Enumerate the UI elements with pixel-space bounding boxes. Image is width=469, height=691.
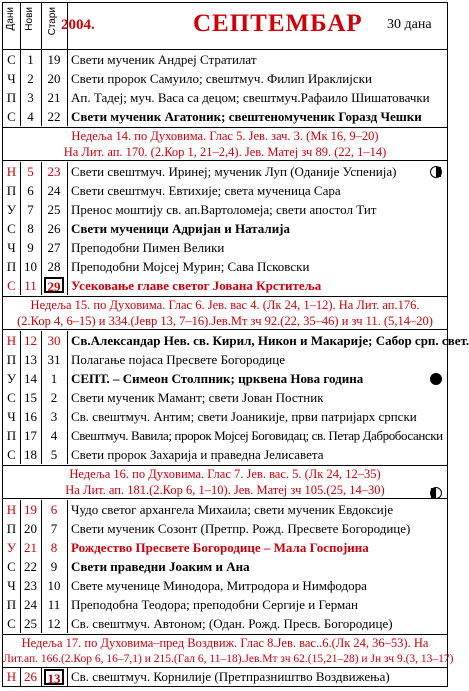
new-date: 13 xyxy=(20,350,42,369)
year-label: 2004. xyxy=(61,17,95,33)
day-row xyxy=(3,181,447,200)
header-label-old: Стари xyxy=(47,7,58,36)
feast-text: Свете мученице Минодора, Митродора и Нимфодора xyxy=(71,578,367,593)
new-date: 25 xyxy=(20,614,42,633)
header-label-new: Нови xyxy=(24,7,35,31)
weekday: С xyxy=(3,107,21,126)
old-date: 7 xyxy=(41,519,68,538)
weekday: П xyxy=(3,426,21,445)
boxed-date: 29 xyxy=(44,277,64,293)
feast-text: Пренос моштију св. ап.Вартоломеја; свети апостол Тит xyxy=(71,202,377,217)
old-date: 31 xyxy=(41,350,68,369)
feast-text: Преподобни Мојсеј Мурин; Сава Псковски xyxy=(71,259,310,274)
old-date: 24 xyxy=(41,181,68,200)
old-date: 3 xyxy=(41,407,68,426)
day-row xyxy=(3,238,447,257)
readings-line: Недеља 16. по Духовима. Глас 7. Јев. вас. 5. (Лк 24, 12–35) xyxy=(69,467,381,481)
last-quarter-moon-icon xyxy=(430,487,442,499)
old-date: 26 xyxy=(41,219,68,238)
new-date: 7 xyxy=(20,200,42,219)
day-row xyxy=(3,557,447,576)
day-row xyxy=(3,369,447,388)
new-date: 24 xyxy=(20,595,42,614)
old-date: 2 xyxy=(41,388,68,407)
day-row xyxy=(3,200,447,219)
day-row xyxy=(3,162,447,181)
feast-text: Чудо светог архангела Михаила; свети мученик Евдоксије xyxy=(71,502,394,517)
weekday: П xyxy=(3,88,21,107)
new-date: 10 xyxy=(20,257,42,276)
new-date: 23 xyxy=(20,576,42,595)
old-date: 21 xyxy=(41,88,68,107)
new-date: 19 xyxy=(20,500,42,519)
feast-text: Св. свештмуч. Автоном; (Одан. Рожд. Пресв. Богородице) xyxy=(71,616,393,631)
readings-line: Недеља 17. по Духовима–пред Воздвиж. Глас 8.Јев. вас..6.(Лк 24, 36–53). На xyxy=(21,636,429,650)
readings-line: Недеља 14. по Духовима. Глас 5. Јев. зач. 3. (Мк 16, 9–20) xyxy=(71,129,379,143)
day-row xyxy=(3,50,447,69)
old-date: 5 xyxy=(41,445,68,464)
month-title: СЕПТЕМБАР xyxy=(193,10,363,37)
old-date: 19 xyxy=(41,50,68,69)
readings-line: Лит.ап. 166.(2.Кор 6, 16–7,1) и 215.(Гал 6, 11–18).Јев.Мт зч 62.(15,21–28) и Јн зч 9.(3, 13–17) xyxy=(3,653,454,665)
day-row xyxy=(3,595,447,614)
readings-line: (2.Кор 4, 6–15) и 334.(Јевр 13, 7–16).Јев.Мт зч 92.(22, 35–46) и зч 11. (5,14–20) xyxy=(17,314,433,328)
calendar-page xyxy=(2,2,469,687)
feast-text: Рождество Пресвете Богородице – Мала Госпојина xyxy=(71,540,369,555)
weekday: Ч xyxy=(3,576,21,595)
weekday: С xyxy=(3,276,21,295)
new-date: 6 xyxy=(20,181,42,200)
new-date: 8 xyxy=(20,219,42,238)
feast-text: Полагање појаса Пресвете Богородице xyxy=(71,352,285,367)
weekday: П xyxy=(3,181,21,200)
feast-text: Свети мученик Созонт (Претпр. Рожд. Пресвете Богородице) xyxy=(71,521,411,536)
new-date: 1 xyxy=(20,50,42,69)
day-row xyxy=(3,69,447,88)
feast-text: Свети мученик Андреј Стратилат xyxy=(71,52,257,67)
old-date xyxy=(41,668,68,687)
feast-text: Свети пророк Захарија и праведна Јелисавета xyxy=(71,447,324,462)
weekday: Ч xyxy=(3,238,21,257)
new-date: 18 xyxy=(20,445,42,464)
feast-text: Ап. Тадеј; муч. Васа са децом; свештмуч.Рафаило Шишатовачки xyxy=(71,90,430,105)
weekday: П xyxy=(3,350,21,369)
old-date: 20 xyxy=(41,69,68,88)
boxed-date: 13 xyxy=(44,669,64,685)
feast-text: Преподобни Пимен Велики xyxy=(71,240,225,255)
feast-text: СЕПТ. – Симеон Столпник; црквена Нова година xyxy=(71,371,364,386)
weekday: С xyxy=(3,445,21,464)
old-date: 9 xyxy=(41,557,68,576)
new-date: 17 xyxy=(20,426,42,445)
new-date: 9 xyxy=(20,238,42,257)
weekday: С xyxy=(3,557,21,576)
weekday: С xyxy=(3,219,21,238)
new-date: 15 xyxy=(20,388,42,407)
weekday: Ч xyxy=(3,407,21,426)
day-row xyxy=(3,350,447,369)
weekday: С xyxy=(3,388,21,407)
weekday: С xyxy=(3,50,21,69)
feast-text: Св. свештмуч. Корнилије (Претпразништво Воздвижења) xyxy=(71,669,390,684)
first-quarter-moon-icon xyxy=(430,166,442,178)
header-col-new xyxy=(20,3,42,49)
sunday-readings-note xyxy=(3,465,447,499)
day-row xyxy=(3,88,447,107)
day-row xyxy=(3,219,447,238)
old-date: 30 xyxy=(41,331,68,350)
feast-text: Свештмуч. Вавила; пророк Мојсеј Боговидац; св. Петар Дабробосански xyxy=(71,428,443,443)
days-count: 30 дана xyxy=(387,17,432,32)
new-date: 16 xyxy=(20,407,42,426)
feast-text: Свети свештмуч. Иринеј; мученик Луп (Оданије Успенија) xyxy=(71,164,397,179)
sunday-readings-note xyxy=(3,634,454,668)
weekday: П xyxy=(3,257,21,276)
old-date xyxy=(41,276,68,295)
weekday: П xyxy=(3,595,21,614)
readings-line: На Лит. ап. 170. (2.Кор 1, 21–2,4). Јев. Матеј зч 89. (22, 1–14) xyxy=(63,145,387,159)
day-row xyxy=(3,519,447,538)
weekday: У xyxy=(3,538,21,557)
full-moon-icon xyxy=(430,373,442,385)
day-row xyxy=(3,331,469,350)
old-date: 6 xyxy=(41,500,68,519)
new-date: 21 xyxy=(20,538,42,557)
weekday: Н xyxy=(3,668,21,687)
feast-text: Свети пророк Самуило; свештмуч. Филип Ираклијски xyxy=(71,71,372,86)
new-date: 2 xyxy=(20,69,42,88)
feast-text: Свети мученици Адријан и Наталија xyxy=(71,221,291,236)
new-date: 11 xyxy=(20,276,42,295)
old-date: 10 xyxy=(41,576,68,595)
old-date: 4 xyxy=(41,426,68,445)
old-date: 27 xyxy=(41,238,68,257)
new-date: 22 xyxy=(20,557,42,576)
weekday: Н xyxy=(3,500,21,519)
feast-text: Свети праведни Јоаким и Ана xyxy=(71,559,250,574)
weekday: С xyxy=(3,614,21,633)
day-row xyxy=(3,614,447,633)
day-row xyxy=(3,538,447,557)
weekday: П xyxy=(3,519,21,538)
day-row xyxy=(3,407,447,426)
day-row xyxy=(3,388,447,407)
day-row xyxy=(3,426,447,445)
weekday: Ч xyxy=(3,69,21,88)
old-date: 12 xyxy=(41,614,68,633)
day-row xyxy=(3,576,447,595)
new-date: 26 xyxy=(20,668,42,687)
new-date: 20 xyxy=(20,519,42,538)
old-date: 23 xyxy=(41,162,68,181)
old-date: 1 xyxy=(41,369,68,388)
old-date: 8 xyxy=(41,538,68,557)
day-row xyxy=(3,276,447,295)
feast-text: Преподобна Теодора; преподобни Сергије и Герман xyxy=(71,597,358,612)
feast-text: Свети мученик Мамант; свети Јован Постник xyxy=(71,390,324,405)
weekday: У xyxy=(3,369,21,388)
day-row xyxy=(3,107,447,126)
day-row xyxy=(3,445,447,464)
weekday: Н xyxy=(3,331,21,350)
old-date: 28 xyxy=(41,257,68,276)
sunday-readings-note xyxy=(3,296,447,330)
day-row xyxy=(3,668,447,686)
old-date: 22 xyxy=(41,107,68,126)
feast-text: Св.Александар Нев. св. Кирил, Никон и Макарије; Сабор срп. свет. xyxy=(71,333,469,348)
feast-text: Св. свештмуч. Антим; свети Јоаникије, први патријарх српски xyxy=(71,409,417,424)
readings-line: На Лит. ап. 181.(2.Кор 6, 1–10). Јев. Матеј зч 105.(25, 14–30) xyxy=(65,483,385,497)
new-date: 3 xyxy=(20,88,42,107)
new-date: 5 xyxy=(20,162,42,181)
new-date: 12 xyxy=(20,331,42,350)
new-date: 14 xyxy=(20,369,42,388)
feast-text: Усековање главе светог Јована Крститеља xyxy=(71,278,322,293)
sunday-readings-note xyxy=(3,127,447,161)
old-date: 11 xyxy=(41,595,68,614)
day-row xyxy=(3,500,447,519)
header-label-days: Дани xyxy=(5,7,16,31)
day-row xyxy=(3,257,447,276)
weekday: У xyxy=(3,200,21,219)
calendar-header xyxy=(3,3,447,50)
weekday: Н xyxy=(3,162,21,181)
feast-text: Свети свештмуч. Евтихије; света мученица Сара xyxy=(71,183,341,198)
old-date: 25 xyxy=(41,200,68,219)
readings-line: Недеља 15. по Духовима. Глас 6. Јев. вас 4. (Лк 24, 1–12). На Лит. ап.176. xyxy=(30,298,420,312)
new-date: 4 xyxy=(20,107,42,126)
header-col-days xyxy=(3,3,21,49)
feast-text: Свети мученик Агатоник; свештеномученик Горазд Чешки xyxy=(71,109,422,124)
